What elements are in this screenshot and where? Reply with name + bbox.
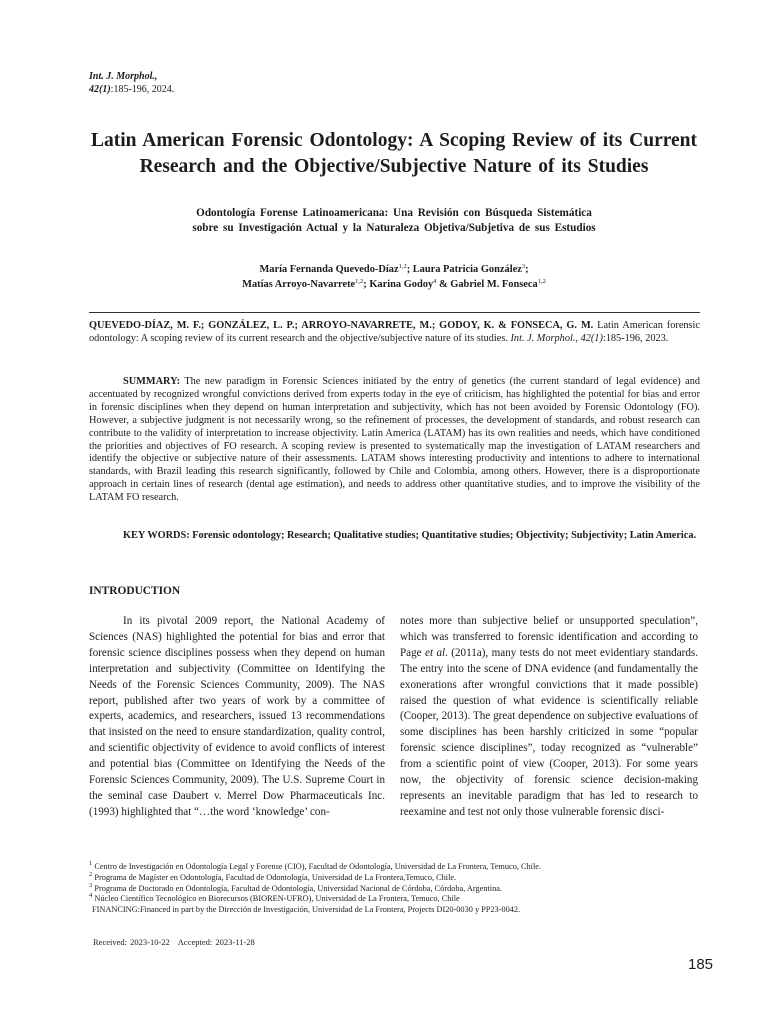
author-name: María Fernanda Quevedo-Díaz xyxy=(259,264,399,275)
body-column-left: In its pivotal 2009 report, the National Academy of Sciences (NAS) highlighted the potential for bias and error that forensic science disciplines possess when they depend on human interpretation and subjectivity (Committee on Identifying the Needs of the Forensic Sciences Community, 2009). The NAS report, published after two years of work by a committee of experts, academics, and researchers, issued 13 recommendations that insisted on the need to ensure standardization, quality control, and scientific objectivity of evidence to avoid conflicts of interest and potential bias (Committee on Identifying the Needs of the Forensic Sciences Community, 2009). The U.S. Supreme Court in the seminal case Daubert v. Merrel Dow Pharmaceuticals Inc. (1993) highlighted that “…the word ‘knowledge’ con- xyxy=(89,615,385,818)
affiliation-mark: 4 xyxy=(433,278,437,285)
body-text: notes more than subjective belief or unsupported speculation”, which was transferred to forensic identification and according to Page xyxy=(400,615,698,659)
summary-abstract xyxy=(89,376,700,505)
summary-label: SUMMARY: xyxy=(123,376,181,387)
affiliation-mark: 1,2 xyxy=(398,263,407,270)
citation-pages: :185-196, 2023. xyxy=(602,332,669,344)
page-number: 185 xyxy=(688,956,714,973)
footnote-2 xyxy=(89,870,700,884)
citation-block xyxy=(89,320,700,346)
author-name: & Gabriel M. Fonseca xyxy=(436,279,538,290)
footnote-mark: 1 xyxy=(89,860,93,867)
footnote-mark: 3 xyxy=(89,881,93,889)
author-line-2 xyxy=(60,277,728,292)
separator: ; xyxy=(525,264,529,275)
footnote-text: Programa de Magíster en Odontología, Facultad de Odontología, Universidad de La Frontera,Temuco, Chile. xyxy=(92,872,457,882)
keywords: KEY WORDS: Forensic odontology; Research; Qualitative studies; Quantitative studies; Objectivity; Subjectivity; Latin America. xyxy=(123,530,697,541)
citation-journal: Int. J. Morphol., 42(1) xyxy=(510,332,603,344)
summary-text: The new paradigm in Forensic Sciences initiated by the entry of genetics (the current standard of legal evidence) and accentuated by recognized wrongful convictions derived from experts today in the eye of criticism, has highlighted the potential for bias and error in forensic disciplines when they depend on human interpretation and subjectivity, which has not been avoided by Forensic Odontology (FO). However, a subjective judgment is not necessarily wrong, so the refinement of processes, the development of standards, and robust research can contribute to the validity of interpretation to increase objectivity. Latin America (LATAM) has its own realities and needs, which have conditioned the priorities and objectives of FO research. A scoping review is presented to systematically map the investigation of LATAM researchers and identify the objective or subjective nature of their assessments. LATAM shows interesting productivity and intentions to adhere to international standards, with Brazil leading this research significantly, followed by Chile and Colombia, among others. However, there is a disproportionate approach in certain lines of research (dental age estimation), and needs to address other quantitative studies, and to improve the visibility of the LATAM FO research. xyxy=(89,376,700,504)
footnote-mark: 2 xyxy=(89,870,93,878)
footnote-text: Núcleo Científico Tecnológico en Biorecursos (BIOREN-UFRO), Universidad de La Frontera, Temuco, Chile xyxy=(92,894,460,904)
author-list xyxy=(60,262,728,292)
financing-note: FINANCING:Financed in part by the Dirección de Investigación, Universidad de La Frontera, Projects DI20-0030 y PP23-0042. xyxy=(92,905,521,915)
footnote-4 xyxy=(89,894,700,905)
subtitle-line-2: sobre su Investigación Actual y la Naturaleza Objetiva/Subjetiva de sus Estudios xyxy=(192,222,596,234)
author-name: ; Laura Patricia González xyxy=(406,264,522,275)
body-text-italic: et al xyxy=(425,646,446,659)
journal-reference xyxy=(89,70,174,96)
citation-text: Latin American forensic odontology: A scoping review of its current research and the objective/subjective nature of its studies. xyxy=(89,320,700,344)
subtitle-line-1: Odontología Forense Latinoamericana: Una Revisión con Búsqueda Sistemática xyxy=(196,207,592,219)
received-accepted-dates xyxy=(93,937,263,947)
citation-authors: QUEVEDO-DÍAZ, M. F.; GONZÁLEZ, L. P.; ARROYO-NAVARRETE, M.; GODOY, K. & FONSECA, G. M. xyxy=(89,320,594,331)
footnote-text: Centro de Investigación en Odontología Legal y Forense (CIO), Facultad de Odontología, Universidad de La Frontera, Temuco, Chile. xyxy=(92,862,542,871)
journal-pages: :185-196, 2024. xyxy=(110,84,175,95)
footnote-1 xyxy=(89,862,700,873)
author-name: Matías Arroyo-Navarrete xyxy=(242,279,356,290)
body-column-right xyxy=(400,614,698,821)
author-name: ; Karina Godoy xyxy=(363,279,434,290)
footnotes xyxy=(89,862,700,916)
title-line-1: Latin American Forensic Odontology: A Scoping Review of its Current xyxy=(90,130,698,151)
footnote-mark: 4 xyxy=(89,892,93,900)
footnote-3 xyxy=(89,881,700,895)
article-title xyxy=(60,128,728,180)
journal-name: Int. J. Morphol., xyxy=(89,71,158,82)
accepted-date: Accepted: 2023-11-28 xyxy=(177,937,255,947)
affiliation-mark: 1,2 xyxy=(537,278,546,285)
journal-volume: 42(1) xyxy=(89,84,111,95)
body-text: . (2011a), many tests do not meet evidentiary standards. The entry into the scene of DNA evidence (and fundamentally the exonerations after wrongful convictions that it made possible) raised the question of what evidence is scientifically reliable (Cooper, 2013). The great dependence on subjective evaluations of some disciplines has been harshly criticized in some “popular forensic science disciplines”, today recognized as “vulnerable” from a scientific point of view (Cooper, 2013). For some years now, the objectivity of forensic science decision-making represents an inevitable paradigm that has led to research to reexamine and test not only those vulnerable forensic disci- xyxy=(400,646,698,818)
affiliation-mark: 1,2 xyxy=(355,278,364,285)
footnote-text: Programa de Doctorado en Odontología, Facultad de Odontología, Universidad Nacional de Córdoba, Córdoba, Argentina. xyxy=(92,883,503,893)
article-subtitle-spanish xyxy=(60,206,728,236)
title-line-2: Research and the Objective/Subjective Nature of its Studies xyxy=(139,156,649,177)
divider xyxy=(89,312,700,313)
author-line-1 xyxy=(60,262,728,277)
affiliation-mark: 3 xyxy=(521,263,526,270)
received-date: Received: 2023-10-22 xyxy=(93,937,170,947)
section-heading: INTRODUCTION xyxy=(89,585,181,597)
